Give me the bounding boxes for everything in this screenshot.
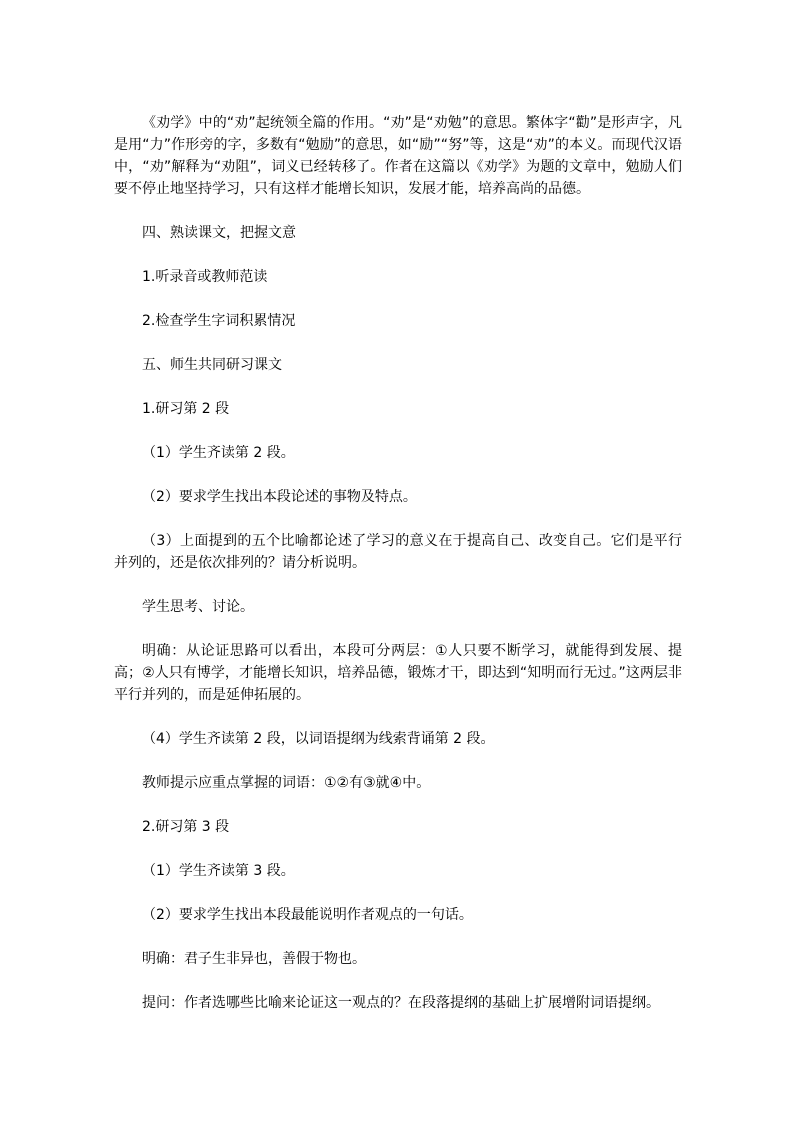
teacher-hint: 教师提示应重点掌握的词语：①②有③就④中。 [142,775,431,791]
clarification-1: 明确：从论证思路可以看出，本段可分两层：①人只要不断学习，就能得到发展、提高；②人只有博学，才能增长知识，培养品德，锻炼才干，即达到“知明而行无过。”这两层非平行并列的，而是延伸拓展的。 [114,643,682,703]
section-heading-4: 四、熟读课文，把握文意 [142,225,296,241]
question: 提问：作者选哪些比喻来论证这一观点的？在段落提纲的基础上扩展增附词语提纲。 [142,995,660,1011]
document-body [114,112,682,1014]
step-2-2: （2）要求学生找出本段最能说明作者观点的一句话。 [142,907,473,923]
step-2-1: （1）学生齐读第 3 段。 [142,863,295,879]
subsection-heading-2: 2.研习第 3 段 [142,819,230,835]
clarification-2: 明确：君子生非异也，善假于物也。 [142,951,366,967]
step-1-4: （4）学生齐读第 2 段，以词语提纲为线索背诵第 2 段。 [142,731,495,747]
subsection-heading-1: 1.研习第 2 段 [142,401,230,417]
student-discussion: 学生思考、讨论。 [142,599,254,615]
step-1-2: （2）要求学生找出本段论述的事物及特点。 [142,489,417,505]
list-item-1: 1.听录音或教师范读 [142,269,268,285]
section-heading-5: 五、师生共同研习课文 [142,357,282,373]
list-item-2: 2.检查学生字词积累情况 [142,313,296,329]
step-1-1: （1）学生齐读第 2 段。 [142,445,295,461]
step-1-3: （3）上面提到的五个比喻都论述了学习的意义在于提高自己、改变自己。它们是平行并列的，还是依次排列的？请分析说明。 [114,533,682,571]
paragraph-intro: 《劝学》中的“劝”起统领全篇的作用。“劝”是“劝勉”的意思。繁体字“勸”是形声字，凡是用“力”作形旁的字，多数有“勉励”的意思，如“励”“努”等，这是“劝”的本义。而现代汉语中，“劝”解释为“劝阻”，词义已经转移了。作者在这篇以《劝学》为题的文章中，勉励人们要不停止地坚持学习，只有这样才能增长知识，发展才能，培养高尚的品德。 [114,115,682,197]
